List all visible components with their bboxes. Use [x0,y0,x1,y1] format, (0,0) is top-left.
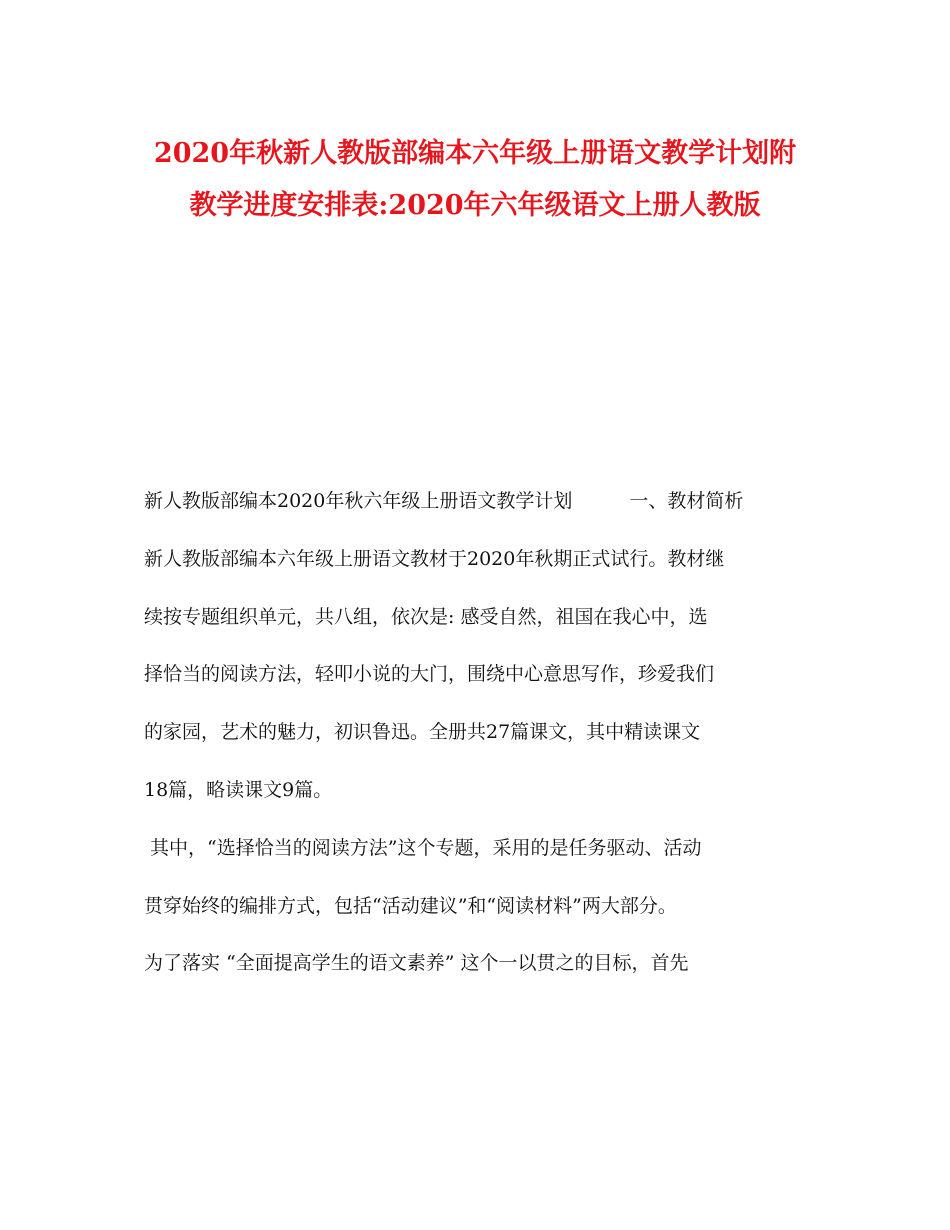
body-line: 新人教版部编本六年级上册语文教材于2020年秋期正式试行。教材继 [144,547,725,570]
body-line: 择恰当的阅读方法，轻叩小说的大门，围绕中心意思写作，珍爱我们 [144,663,715,686]
body-line: 其中，“选择恰当的阅读方法”这个专题，采用的是任务驱动、活动 [144,836,702,859]
body-line: 18篇，略读课文9篇。 [144,778,333,801]
title-line: 2020年秋新人教版部编本六年级上册语文教学计划附 [153,138,797,169]
document-title [0,128,950,232]
document-body [144,481,824,1001]
body-line: 续按专题组织单元，共八组，依次是: 感受自然，祖国在我心中，选 [144,605,708,628]
title-line: 教学进度安排表:2020年六年级语文上册人教版 [189,190,761,221]
body-line: 贯穿始终的编排方式，包括“活动建议”和“阅读材料”两大部分。 [144,894,677,917]
body-line: 新人教版部编本2020年秋六年级上册语文教学计划 一、教材简析 [144,490,744,512]
body-line: 为了落实 “全面提高学生的语文素养” 这个一以贯之的目标，首先 [144,952,689,975]
body-line: 的家园，艺术的魅力，初识鲁迅。全册共27篇课文，其中精读课文 [144,721,701,744]
